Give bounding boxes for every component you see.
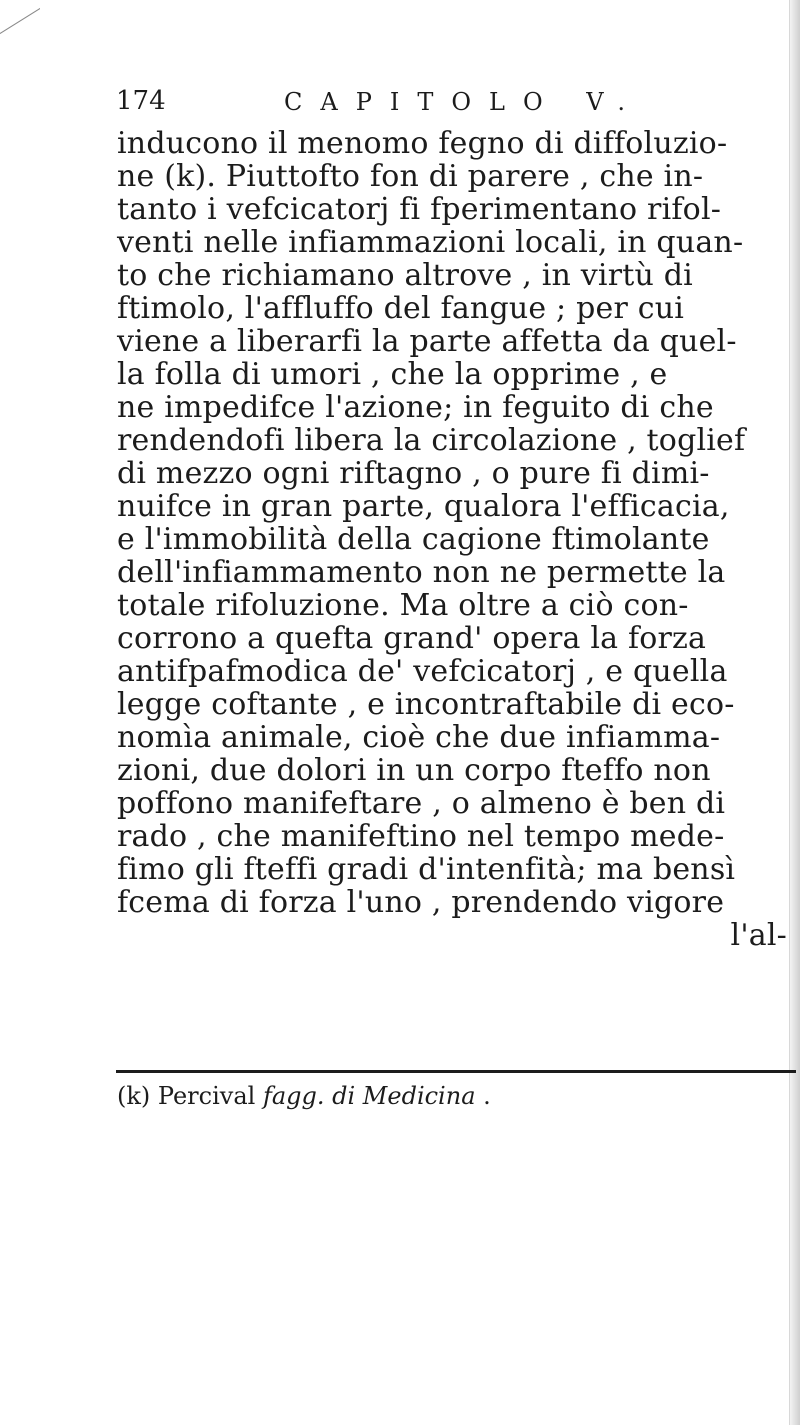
text-line: fcema di forza l'uno , prendendo vigore — [117, 885, 725, 920]
text-line: corrono a quefta grand' opera la forza — [117, 621, 707, 656]
footnote-end: . — [483, 1082, 491, 1110]
text-line: di mezzo ogni riftagno , o pure fi dimi- — [117, 456, 710, 491]
text-line: totale rifoluzione. Ma oltre a ciò con- — [117, 588, 689, 623]
text-line: e l'immobilità della cagione ftimolante — [117, 522, 710, 557]
body-text — [117, 127, 797, 952]
text-line: zioni, due dolori in un corpo fteffo non — [117, 753, 711, 788]
text-line: tanto i vefcicatorj fi fperimentano rifol- — [117, 192, 722, 227]
text-line: inducono il menomo fegno di diffoluzio- — [117, 126, 728, 161]
text-line: rado , che manifeftino nel tempo mede- — [117, 819, 725, 854]
page-header — [116, 86, 796, 122]
text-line: ftimolo, l'affluffo del fangue ; per cui — [117, 291, 685, 326]
text-line: nuifce in gran parte, qualora l'efficacia, — [117, 489, 730, 524]
footnote-title: fagg. di Medicina — [262, 1082, 476, 1110]
text-line: la folla di umori , che la opprime , e — [117, 357, 668, 392]
text-line: to che richiamano altrove , in virtù di — [117, 258, 693, 293]
text-line: rendendofi libera la circolazione , toglief — [117, 423, 746, 458]
text-line: poffono manifeftare , o almeno è ben di — [117, 786, 726, 821]
catchword: l'al- — [730, 918, 787, 953]
text-line: fimo gli fteffi gradi d'intenfità; ma bensì — [117, 852, 736, 887]
text-line: venti nelle infiammazioni locali, in quan- — [117, 225, 744, 260]
text-line: legge coftante , e incontraftabile di eco- — [117, 687, 735, 722]
footnote — [117, 1082, 491, 1110]
text-line: ne impedifce l'azione; in feguito di che — [117, 390, 714, 425]
text-line: dell'infiammamento non ne permette la — [117, 555, 726, 590]
text-line: nomìa animale, cioè che due infiamma- — [117, 720, 721, 755]
text-line: antifpafmodica de' vefcicatorj , e quella — [117, 654, 728, 689]
running-head: CAPITOLO V. — [284, 88, 644, 116]
text-line: viene a liberarfi la parte affetta da quel- — [117, 324, 737, 359]
footnote-rule — [116, 1070, 796, 1073]
text-line: ne (k). Piuttofto fon di parere , che in- — [117, 159, 704, 194]
page-corner-mark — [0, 0, 40, 40]
page-number: 174 — [116, 86, 166, 116]
footnote-marker: (k) Percival — [117, 1082, 256, 1110]
